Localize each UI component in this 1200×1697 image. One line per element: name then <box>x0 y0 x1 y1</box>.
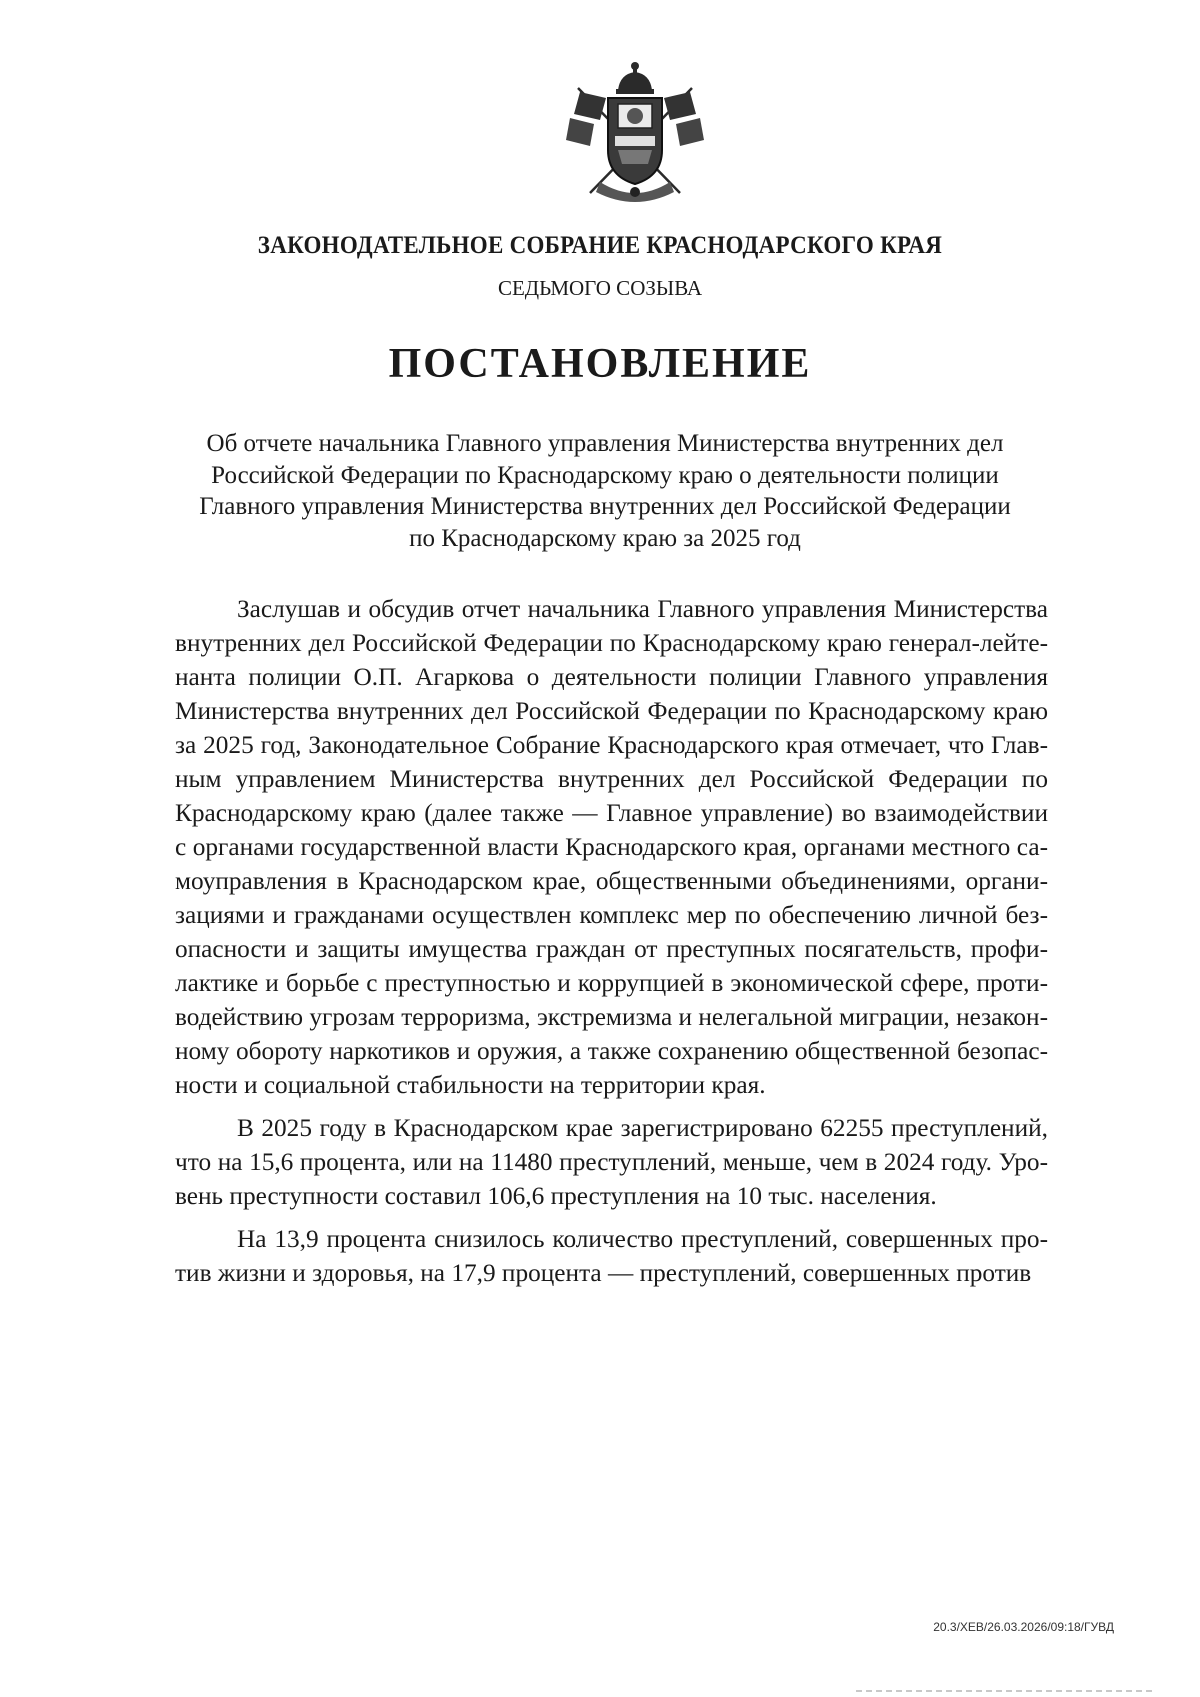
body-paragraph: На 13,9 процента снизилось количество преступлений, совершенных против жизни и здоровья, на 17,9 процента — преступлений, совершенных против <box>175 1225 1048 1287</box>
subject-line: Главного управления Министерства внутренних дел Российской Федерации <box>199 493 1011 520</box>
organization-name: ЗАКОНОДАТЕЛЬНОЕ СОБРАНИЕ КРАСНОДАРСКОГО КРАЯ <box>257 232 943 259</box>
subject-line: Об отчете начальника Главного управления Министерства внутренних дел <box>206 430 1004 457</box>
body-paragraph: Заслушав и обсудив отчет начальника Главного управления Министерства внутренних дел Российской Федерации по Краснодарскому краю генерал-лейтенанта полиции О.П. Агаркова о деятельности полиции Главного управления Министерства внутренних дел Российской Федерации по Краснодарскому краю за 2025 год, Законодательное Собрание Краснодарского края отмечает, что Главным управлением Министерства внутренних дел Российской Федерации по Краснодарскому краю (далее также — Главное управление) во взаимодействии с органами государственной власти Краснодарского края, органами местного самоуправления в Краснодарском крае, общественными объединениями, организациями и гражданами осуществлен комплекс мер по обеспечению личной безопасности и защиты имущества граждан от преступных посягательств, профилактике и борьбе с преступностью и коррупцией в экономической сфере, противодействию угрозам терроризма, экстремизма и нелегальной миграции, незаконному обороту наркотиков и оружия, а также сохранению общественной безопасности и социальной стабильности на территории края. <box>175 595 1049 1099</box>
document-body <box>175 592 1048 1299</box>
document-type-title: ПОСТАНОВЛЕНИЕ <box>388 341 812 387</box>
subject-line: Российской Федерации по Краснодарскому краю о деятельности полиции <box>211 461 999 489</box>
subject-line: по Краснодарскому краю за 2025 год <box>409 524 801 552</box>
scan-artifact-divider <box>856 1690 1156 1692</box>
body-paragraph: В 2025 году в Краснодарском крае зарегистрировано 62255 преступлений, что на 15,6 процента, или на 11480 преступлений, меньше, чем в 2024 году. Уровень преступности составил 106,6 преступления на 10 тыс. населения. <box>175 1114 1048 1210</box>
coat-of-arms-icon <box>560 58 710 208</box>
convocation-label: СЕДЬМОГО СОЗЫВА <box>497 276 703 300</box>
registration-stamp: 20.3/ХЕВ/26.03.2026/09:18/ГУВД <box>933 1620 1114 1634</box>
document-subject <box>190 428 1020 554</box>
